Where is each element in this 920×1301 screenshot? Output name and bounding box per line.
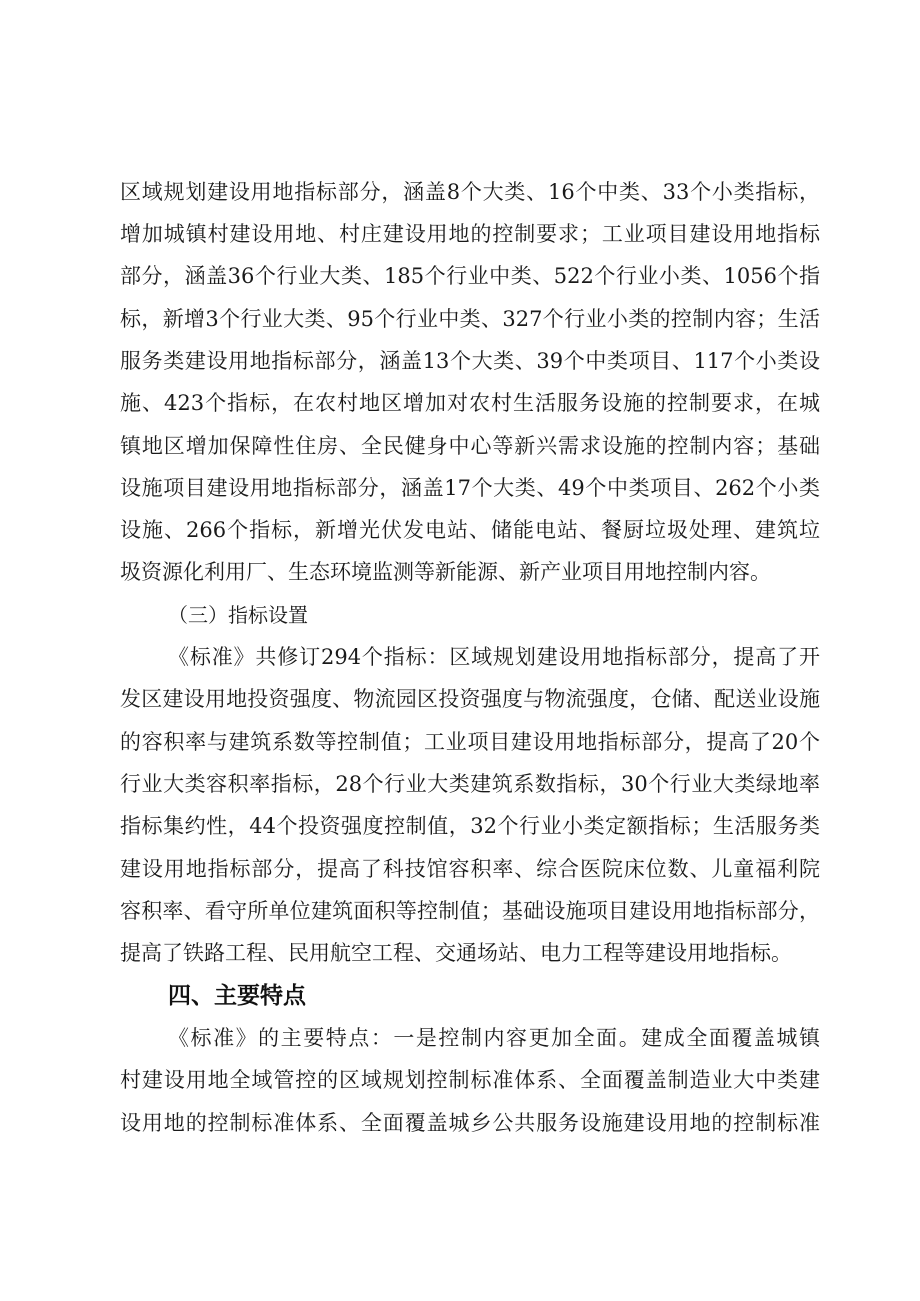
paragraph-1-line-2: 增加城镇村建设用地、村庄建设用地的控制要求；工业项目建设用地指标 xyxy=(120,222,820,246)
paragraph-3-line-3: 设用地的控制标准体系、全面覆盖城乡公共服务设施建设用地的控制标准 xyxy=(120,1111,820,1135)
paragraph-2-line-8: 提高了铁路工程、民用航空工程、交通场站、电力工程等建设用地指标。 xyxy=(120,941,792,965)
paragraph-1-line-8: 设施项目建设用地指标部分，涵盖17个大类、49个中类项目、262个小类 xyxy=(120,476,820,500)
paragraph-1-line-1: 区域规划建设用地指标部分，涵盖8个大类、16个中类、33个小类指标， xyxy=(120,180,820,204)
section-3-heading: （三）指标设置 xyxy=(168,603,308,627)
paragraph-1-line-5: 服务类建设用地指标部分，涵盖13个大类、39个中类项目、117个小类设 xyxy=(120,349,820,373)
paragraph-1-line-10: 圾资源化利用厂、生态环境监测等新能源、新产业项目用地控制内容。 xyxy=(120,560,771,584)
section-4-heading: 四、主要特点 xyxy=(168,983,306,1009)
paragraph-2-line-4: 行业大类容积率指标，28个行业大类建筑系数指标，30个行业大类绿地率 xyxy=(120,772,820,796)
paragraph-1-line-6: 施、423个指标，在农村地区增加对农村生活服务设施的控制要求，在城 xyxy=(120,391,820,415)
paragraph-2-line-3: 的容积率与建筑系数等控制值；工业项目建设用地指标部分，提高了20个 xyxy=(120,730,820,754)
paragraph-1-line-4: 标，新增3个行业大类、95个行业中类、327个行业小类的控制内容；生活 xyxy=(120,307,820,331)
paragraph-2-line-1: 《标准》共修订294个指标：区域规划建设用地指标部分，提高了开 xyxy=(168,645,820,669)
paragraph-1-line-7: 镇地区增加保障性住房、全民健身中心等新兴需求设施的控制内容；基础 xyxy=(120,434,820,458)
paragraph-3-line-2: 村建设用地全域管控的区域规划控制标准体系、全面覆盖制造业大中类建 xyxy=(120,1068,820,1092)
paragraph-2-line-2: 发区建设用地投资强度、物流园区投资强度与物流强度，仓储、配送业设施 xyxy=(120,687,820,711)
paragraph-1-line-9: 设施、266个指标，新增光伏发电站、储能电站、餐厨垃圾处理、建筑垃 xyxy=(120,518,820,542)
paragraph-2-line-7: 容积率、看守所单位建筑面积等控制值；基础设施项目建设用地指标部分， xyxy=(120,899,820,923)
paragraph-2-line-6: 建设用地指标部分，提高了科技馆容积率、综合医院床位数、儿童福利院 xyxy=(120,857,820,881)
paragraph-1-line-3: 部分，涵盖36个行业大类、185个行业中类、522个行业小类、1056个指 xyxy=(120,264,820,288)
paragraph-2-line-5: 指标集约性，44个投资强度控制值，32个行业小类定额指标；生活服务类 xyxy=(120,814,820,838)
paragraph-3-line-1: 《标准》的主要特点：一是控制内容更加全面。建成全面覆盖城镇 xyxy=(168,1026,820,1050)
